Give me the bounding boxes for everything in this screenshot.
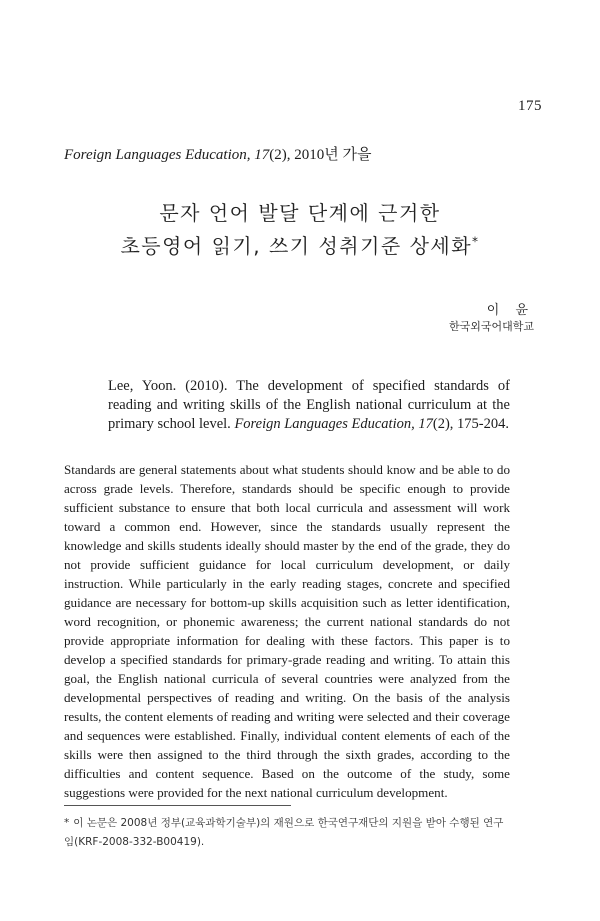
footnote [64,814,510,852]
running-head-issue: (2), 2010년 가을 [269,147,372,163]
author-name: 이 윤 [486,303,534,318]
footnote-text: 이 논문은 2008년 정부(교육과학기술부)의 재원으로 한국연구재단의 지원을 받아 수행된 연구임(KRF-2008-332-B00419). [64,817,504,848]
abstract: Standards are general statements about what students should know and be able to do across grade levels. Therefore, standards should be specific enough to provide sufficient substance to ensure that both local curricula and assessment will work toward a common end. However, since the standards usually represent the knowledge and skills students ideally should master by the end of the grade, they do not provide sufficient guidance for local curriculum development, or daily instruction. While particularly in the early reading stages, concrete and specified guidance are necessary for bottom-up skills acquisition such as letter identification, word recognition, or phonemic awareness; the current national standards do not provide appropriate information for dealing with these factors. This paper is to develop a specified standards for primary-grade reading and writing. To attain this goal, the English national curricula of several countries were analyzed from the developmental perspectives of reading and writing. On the basis of the analysis results, the content elements of reading and writing were selected and their coverage and sequences were established. Finally, individual content elements of each of the skills were then assigned to the third through the sixth grades, according to the difficulties and content sequence. Based on the outcome of the study, some suggestions were provided for the next national curriculum development. [64,462,510,800]
footnote-divider [64,805,291,806]
title-line-2: 초등영어 읽기, 쓰기 성취기준 상세화 [120,234,473,258]
citation [108,377,510,434]
page-number: 175 [518,98,542,114]
citation-lead: Lee, Yoon. (2010). The development of specified standards of reading and writing skills of the English national curriculum at the primary school level. [108,378,510,432]
running-head-volume: 17 [254,147,270,163]
paper-title [0,197,600,263]
running-head [64,143,371,164]
author-affiliation: 한국외국어대학교 [448,320,534,333]
footnote-mark: * [64,817,70,829]
citation-journal: Foreign Languages Education, 17 [234,416,433,432]
running-head-journal: Foreign Languages Education, [64,147,251,163]
title-footnote-mark: * [472,234,480,249]
citation-tail: (2), 175-204. [432,416,509,432]
title-line-1: 문자 언어 발달 단계에 근거한 [159,201,441,225]
